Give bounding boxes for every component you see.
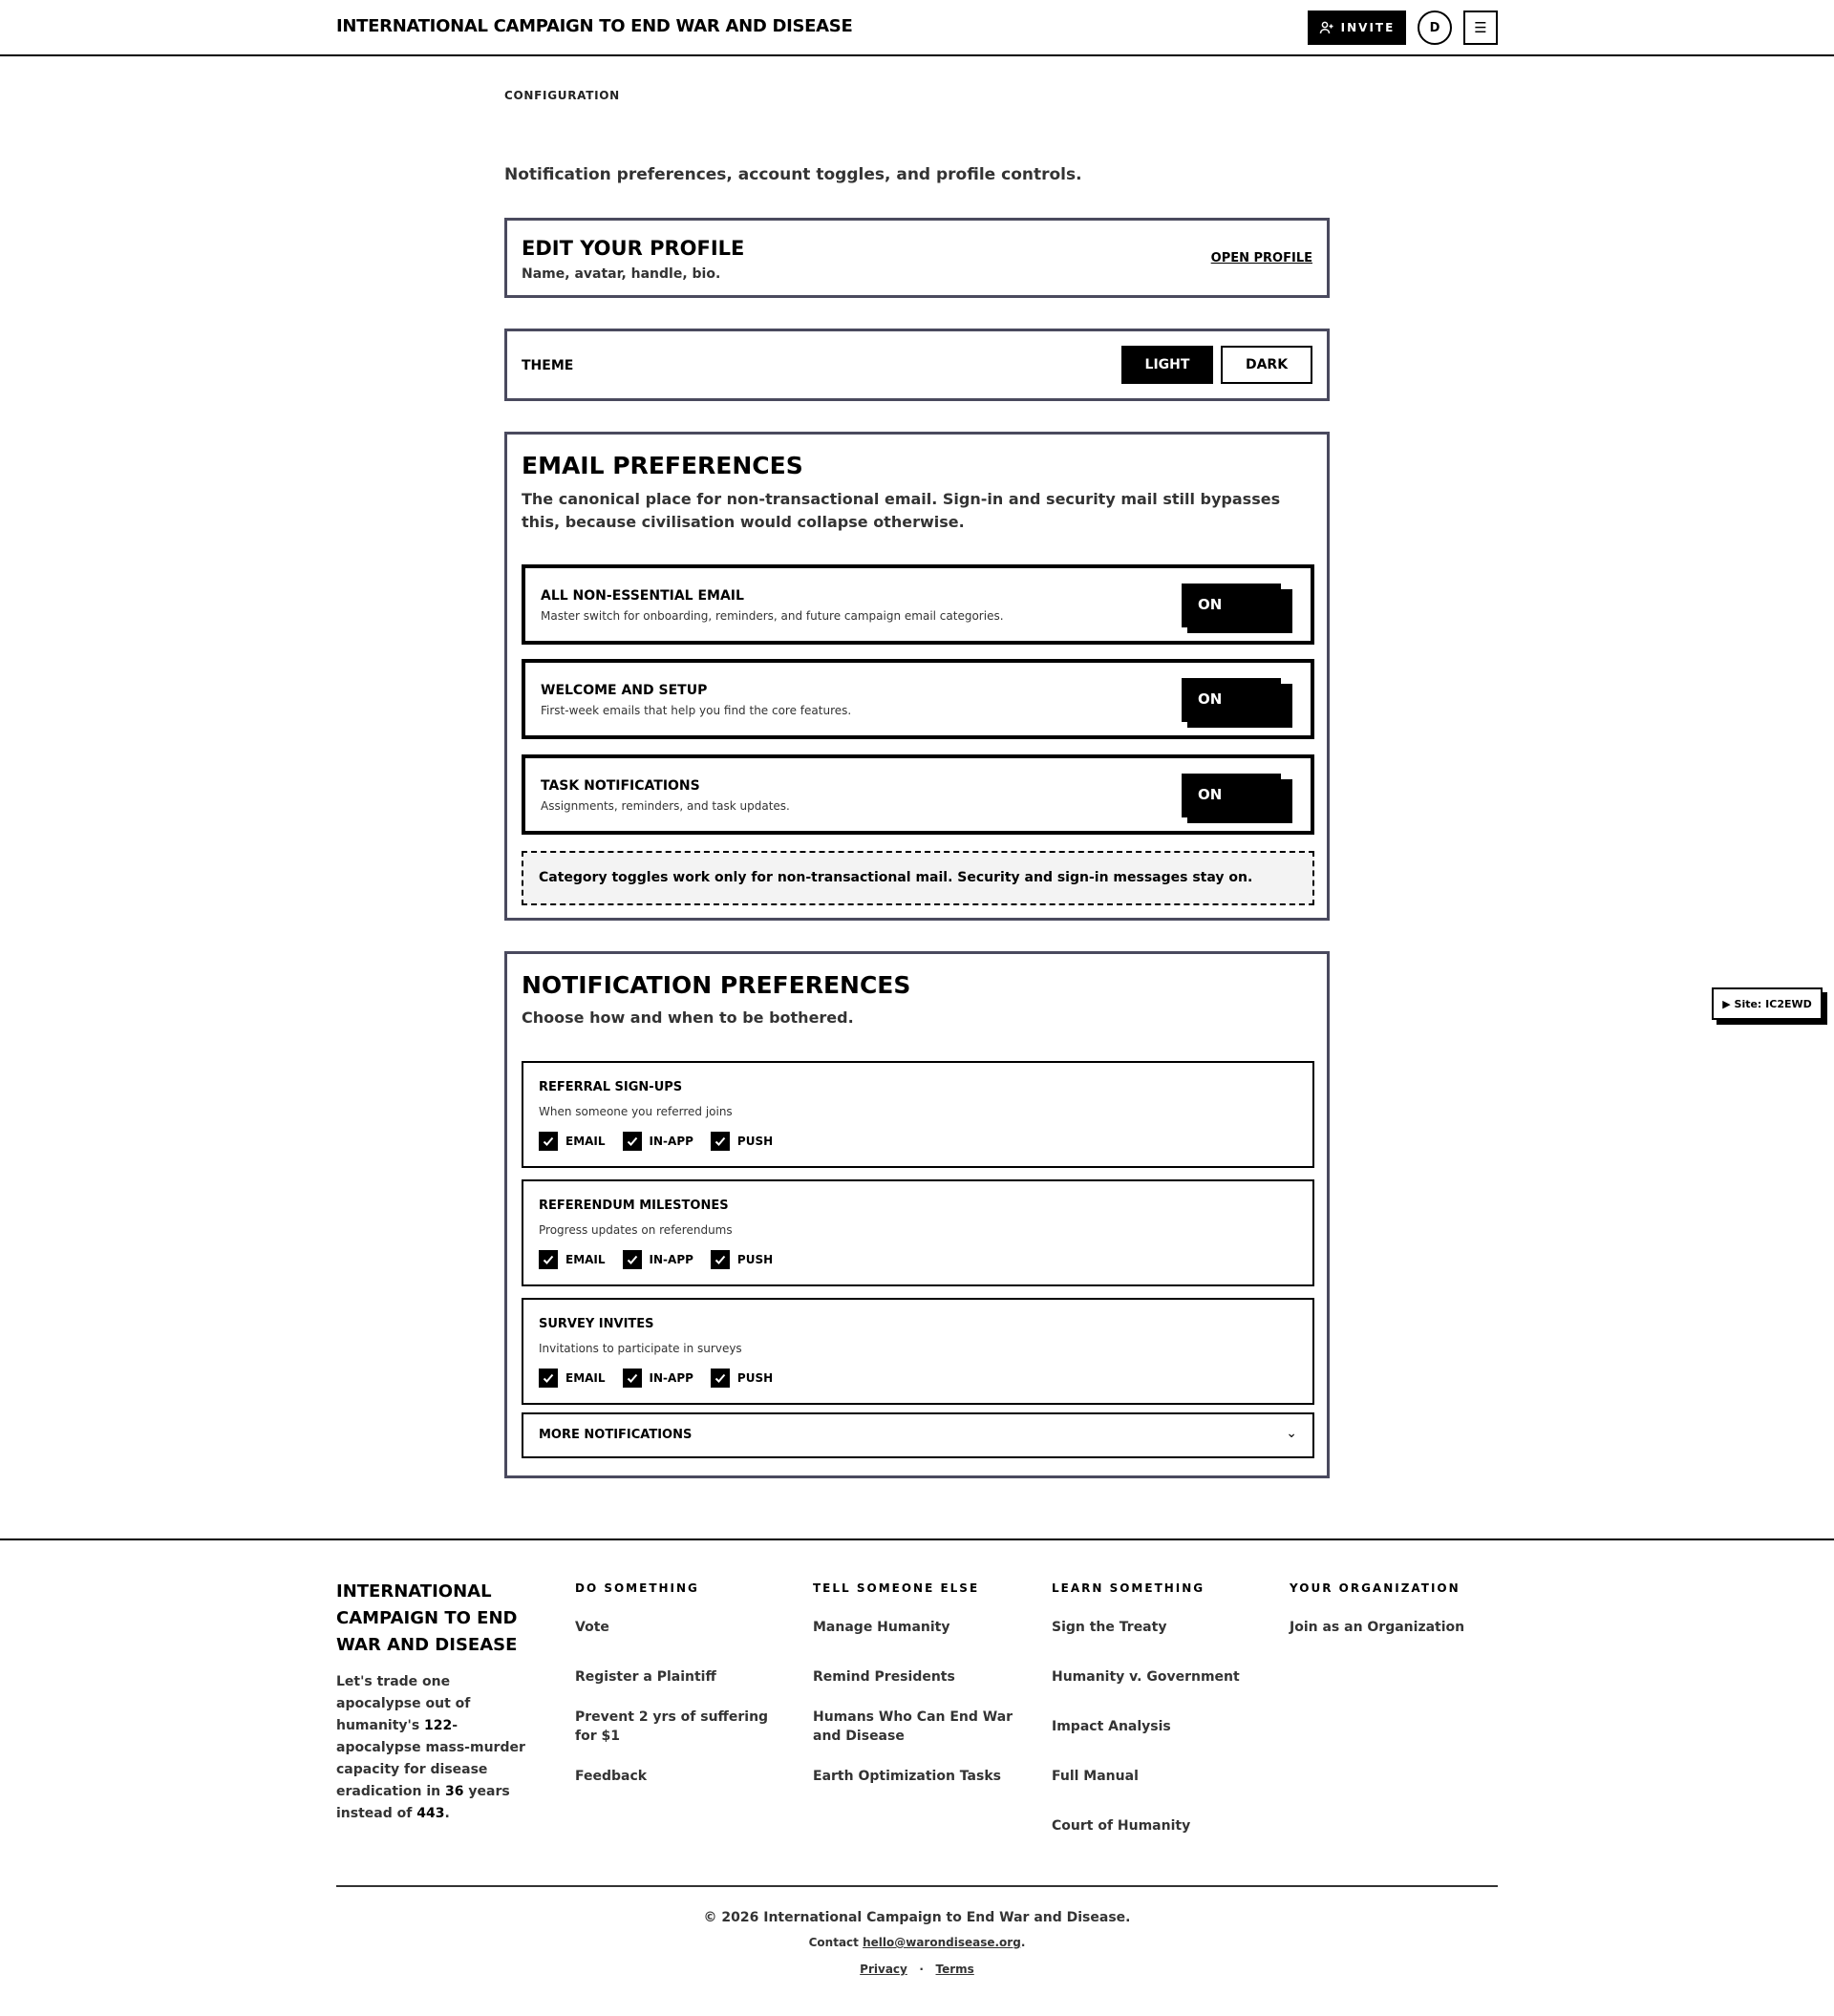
push-checkbox[interactable] <box>711 1132 773 1151</box>
checkbox-label: EMAIL <box>565 1371 606 1385</box>
notification-title: REFERENDUM MILESTONES <box>539 1199 729 1213</box>
page-lead: Notification preferences, account toggles, and profile controls. <box>504 165 1082 184</box>
notification-description: Invitations to participate in surveys <box>539 1342 742 1355</box>
profile-title: EDIT YOUR PROFILE <box>522 237 745 260</box>
avatar[interactable]: D <box>1418 11 1452 45</box>
brand-title[interactable]: INTERNATIONAL CAMPAIGN TO END WAR AND DISEASE <box>336 16 853 36</box>
footer-column-heading: TELL SOMEONE ELSE <box>813 1581 980 1595</box>
push-checkbox[interactable] <box>711 1369 773 1388</box>
checkmark-icon <box>711 1132 730 1151</box>
footer-link[interactable]: Prevent 2 yrs of suffering for $1 <box>575 1709 769 1744</box>
email-preferences-description: The canonical place for non-transactional email. Sign-in and security mail still bypasses this, because civilisation would collapse otherwise. <box>522 490 1281 531</box>
checkmark-icon <box>539 1369 558 1388</box>
footer-tagline: Let's trade one apocalypse out of humanity's 122-apocalypse mass-murder capacity for disease eradication in 36 years instead of 443. <box>336 1674 525 1821</box>
email-toggle-row <box>522 754 1314 835</box>
footer-brand: INTERNATIONAL CAMPAIGN TO END WAR AND DISEASE <box>336 1581 518 1655</box>
checkmark-icon <box>623 1132 642 1151</box>
footer-column-tell-someone-else <box>813 1581 1013 1784</box>
footer-link[interactable]: Manage Humanity <box>813 1620 950 1635</box>
notification-description: Progress updates on referendums <box>539 1223 733 1237</box>
checkmark-icon <box>711 1369 730 1388</box>
toggle-title: ALL NON-ESSENTIAL EMAIL <box>541 588 744 604</box>
checkbox-label: IN-APP <box>649 1253 693 1266</box>
notification-description: When someone you referred joins <box>539 1105 733 1118</box>
add-user-icon <box>1319 20 1334 35</box>
chevron-down-icon: ⌄ <box>1286 1426 1297 1441</box>
task-notifications-toggle[interactable] <box>1182 774 1287 817</box>
footer-link[interactable]: Humans Who Can End War and Disease <box>813 1709 1013 1744</box>
top-navbar <box>0 0 1834 56</box>
push-checkbox[interactable] <box>711 1250 773 1269</box>
contact-line: Contact hello@warondisease.org. <box>808 1936 1026 1949</box>
notification-preferences-description: Choose how and when to be bothered. <box>522 1008 854 1027</box>
notification-title: REFERRAL SIGN-UPS <box>539 1080 683 1094</box>
privacy-link[interactable]: Privacy <box>860 1963 907 1976</box>
footer-link[interactable]: Earth Optimization Tasks <box>813 1769 1001 1784</box>
footer-column-heading: DO SOMETHING <box>575 1581 699 1595</box>
email-checkbox[interactable] <box>539 1369 606 1388</box>
site-tag-button[interactable]: ▶ Site: IC2EWD <box>1712 987 1823 1020</box>
copyright: © 2026 International Campaign to End War and Disease. <box>703 1910 1131 1925</box>
welcome-setup-toggle[interactable] <box>1182 678 1287 722</box>
footer-link[interactable]: Humanity v. Government <box>1052 1669 1240 1685</box>
checkmark-icon <box>623 1369 642 1388</box>
checkbox-label: PUSH <box>736 1135 774 1148</box>
theme-dark-button[interactable]: DARK <box>1221 346 1312 384</box>
in-app-checkbox[interactable] <box>623 1369 693 1388</box>
theme-card <box>504 329 1330 401</box>
email-preferences-card <box>504 432 1330 921</box>
footer-bottom-divider <box>336 1885 1498 1887</box>
checkmark-icon <box>711 1250 730 1269</box>
toggle-description: Assignments, reminders, and task updates. <box>541 799 790 813</box>
toggle-description: First-week emails that help you find the core features. <box>541 704 852 717</box>
footer-divider <box>0 1539 1834 1540</box>
theme-label: THEME <box>522 358 574 373</box>
hamburger-menu-icon[interactable]: ☰ <box>1463 11 1498 45</box>
toggle-title: WELCOME AND SETUP <box>541 683 708 698</box>
footer-link[interactable]: Remind Presidents <box>813 1669 955 1685</box>
email-preferences-title: EMAIL PREFERENCES <box>522 452 803 479</box>
notification-row <box>522 1179 1314 1286</box>
footer-link[interactable]: Impact Analysis <box>1052 1719 1171 1734</box>
more-notifications-toggle[interactable] <box>522 1412 1314 1458</box>
footer-column-your-organization <box>1290 1581 1465 1635</box>
terms-link[interactable]: Terms <box>935 1963 974 1976</box>
checkbox-label: PUSH <box>736 1371 774 1385</box>
email-checkbox[interactable] <box>539 1250 606 1269</box>
in-app-checkbox[interactable] <box>623 1132 693 1151</box>
email-note: Category toggles work only for non-transactional mail. Security and sign-in messages stay on. <box>522 851 1314 905</box>
checkbox-label: IN-APP <box>649 1371 693 1385</box>
email-checkbox[interactable] <box>539 1132 606 1151</box>
footer-link[interactable]: Vote <box>575 1620 609 1635</box>
toggle-description: Master switch for onboarding, reminders, and future campaign email categories. <box>541 609 1004 623</box>
all-email-toggle[interactable] <box>1182 584 1287 627</box>
email-toggle-row <box>522 659 1314 739</box>
more-notifications-label: MORE NOTIFICATIONS <box>539 1428 693 1442</box>
in-app-checkbox[interactable] <box>623 1250 693 1269</box>
footer-link[interactable]: Join as an Organization <box>1290 1620 1465 1635</box>
checkbox-label: IN-APP <box>649 1135 693 1148</box>
contact-email-link[interactable]: hello@warondisease.org <box>863 1936 1021 1949</box>
invite-label: INVITE <box>1340 21 1396 34</box>
footer-column-learn-something <box>1052 1581 1240 1834</box>
notification-title: SURVEY INVITES <box>539 1317 654 1331</box>
legal-links: Privacy · Terms <box>860 1963 974 1976</box>
theme-light-button[interactable]: LIGHT <box>1121 346 1213 384</box>
footer-link[interactable]: Feedback <box>575 1769 648 1784</box>
toggle-state: ON <box>1198 786 1223 803</box>
footer-link[interactable]: Register a Plaintiff <box>575 1669 716 1685</box>
notification-preferences-card <box>504 951 1330 1478</box>
toggle-state: ON <box>1198 596 1223 613</box>
footer-link[interactable]: Full Manual <box>1052 1769 1139 1784</box>
profile-card <box>504 218 1330 298</box>
footer-link[interactable]: Sign the Treaty <box>1052 1620 1167 1635</box>
page-eyebrow: CONFIGURATION <box>504 89 620 102</box>
invite-button[interactable] <box>1308 11 1406 45</box>
checkbox-label: EMAIL <box>565 1135 606 1148</box>
checkmark-icon <box>539 1250 558 1269</box>
footer-column-do-something <box>575 1581 769 1784</box>
notification-row <box>522 1061 1314 1168</box>
toggle-state: ON <box>1198 690 1223 708</box>
email-toggle-row <box>522 564 1314 645</box>
footer-link[interactable]: Court of Humanity <box>1052 1818 1191 1834</box>
notification-preferences-title: NOTIFICATION PREFERENCES <box>522 971 911 999</box>
checkmark-icon <box>623 1250 642 1269</box>
open-profile-link[interactable]: OPEN PROFILE <box>1210 251 1312 265</box>
footer-column-heading: LEARN SOMETHING <box>1052 1581 1205 1595</box>
checkbox-label: PUSH <box>736 1253 774 1266</box>
profile-subtitle: Name, avatar, handle, bio. <box>522 266 721 282</box>
checkbox-label: EMAIL <box>565 1253 606 1266</box>
footer-column-heading: YOUR ORGANIZATION <box>1290 1581 1461 1595</box>
checkmark-icon <box>539 1132 558 1151</box>
toggle-title: TASK NOTIFICATIONS <box>541 778 700 794</box>
notification-row <box>522 1298 1314 1405</box>
